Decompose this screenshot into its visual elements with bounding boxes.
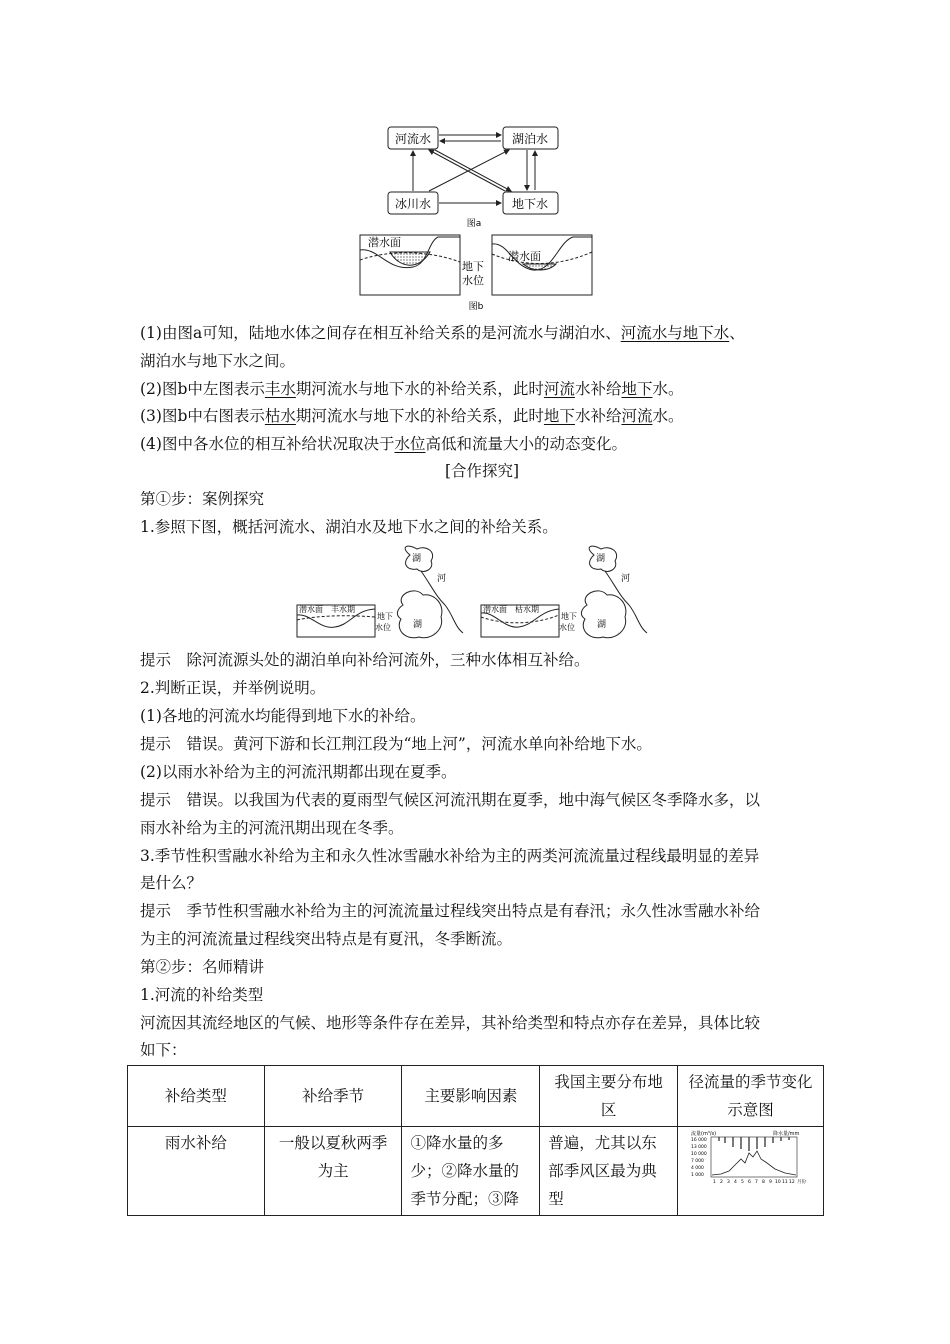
- left-lake-top-label: 湖: [412, 554, 422, 564]
- paragraph-1-line-2: 湖泊水与地下水之间。: [140, 352, 296, 370]
- cell-factors: ①降水量的多少；②降水量的季节分配；③降: [402, 1127, 540, 1216]
- text: 水补给: [574, 407, 622, 425]
- figure-b-diagram: [358, 232, 594, 312]
- right-label: 潜水面: [508, 250, 541, 263]
- question-2: 2.判断正误，并举例说明。: [140, 679, 326, 697]
- node-river-label: 河流水: [394, 132, 432, 146]
- right-fig-label2: 枯水期: [515, 605, 539, 614]
- cell-season: 一般以夏秋两季为主: [264, 1127, 402, 1216]
- lake-figure-left: [297, 546, 463, 638]
- header-chart: 径流量的季节变化示意图: [677, 1066, 823, 1127]
- left-label: 潜水面: [368, 236, 401, 249]
- paragraph-4: [140, 433, 627, 455]
- mini-chart-left-label: 流量(m³/s): [691, 1131, 717, 1137]
- y-tick: 10 000: [691, 1152, 708, 1157]
- runoff-mini-chart: [689, 1129, 811, 1189]
- lake-river-figure: [295, 545, 657, 645]
- y-tick: 7 000: [691, 1159, 705, 1164]
- text: 水补给: [574, 380, 622, 398]
- text: (4)图中各水位的相互补给状况取决于: [140, 435, 395, 453]
- text: 期河流水与地下水的补给关系，此时: [295, 407, 544, 425]
- underlined-answer: 河流: [543, 380, 575, 398]
- text: 水。: [652, 380, 684, 398]
- left-lake-bottom: [397, 591, 442, 638]
- lake-figure-right: [481, 546, 647, 638]
- underlined-answer: 河流: [621, 407, 653, 425]
- question-3-line-1: 3.季节性积雪融水补给为主和永久性冰雪融水补给为主的两类河流流量过程线最明显的差异: [140, 847, 760, 865]
- left-river-label: 河: [437, 574, 447, 584]
- mini-chart-x-ticks: [713, 1178, 806, 1185]
- right-fig-label3: 地下: [561, 612, 577, 621]
- middle-label-1: 地下: [462, 260, 484, 273]
- right-fig-label4: 水位: [559, 623, 575, 632]
- mini-chart-right-label: 降水量/mm: [773, 1131, 800, 1137]
- intro-line-1: 河流因其流经地区的气候、地形等条件存在差异，其补给类型和特点亦存在差异，具体比较: [140, 1014, 761, 1032]
- x-tick: 1: [713, 1180, 717, 1185]
- underlined-answer: 丰水: [264, 380, 296, 398]
- step-2-heading: 第②步：名师精讲: [140, 958, 265, 976]
- x-tick: 9: [769, 1180, 773, 1185]
- header-region: 我国主要分布地区: [540, 1066, 678, 1127]
- left-fig-label2: 丰水期: [331, 605, 355, 614]
- river-supply-table: [127, 1065, 824, 1216]
- x-tick: 4: [734, 1180, 738, 1185]
- node-lake-label: 湖泊水: [511, 132, 549, 146]
- x-tick: 8: [762, 1180, 766, 1185]
- y-tick: 1 000: [691, 1173, 705, 1178]
- underlined-answer: 河流水与地下水: [620, 324, 730, 342]
- subheading-1: 1.河流的补给类型: [140, 986, 264, 1004]
- right-river-label: 河: [621, 574, 631, 584]
- cell-region: 普遍，尤其以东部季风区最为典型: [540, 1127, 678, 1216]
- table-header-row: [128, 1066, 824, 1127]
- left-lake-bottom-label: 湖: [413, 620, 423, 630]
- question-2-1: (1)各地的河流水均能得到地下水的补给。: [140, 707, 426, 725]
- cell-type: 雨水补给: [128, 1127, 265, 1216]
- text: 、: [729, 324, 745, 342]
- step-1-heading: 第①步：案例探究: [140, 490, 265, 508]
- section-title: [合作探究]: [444, 462, 520, 480]
- paragraph-2: [140, 378, 683, 400]
- x-tick: 6: [748, 1180, 752, 1185]
- underlined-answer: 地下: [543, 407, 575, 425]
- left-fig-label4: 水位: [375, 623, 391, 632]
- answer-2-2-line-2: 雨水补给为主的河流汛期出现在冬季。: [140, 819, 404, 837]
- mini-chart-frame: [711, 1137, 797, 1177]
- figure-a-diagram: [385, 122, 563, 230]
- right-lake-top-label: 湖: [596, 554, 606, 564]
- header-type: 补给类型: [128, 1066, 265, 1127]
- x-tick: 7: [755, 1180, 759, 1185]
- y-tick: 13 000: [691, 1145, 708, 1150]
- underlined-answer: 枯水: [264, 407, 296, 425]
- header-factors: 主要影响因素: [402, 1066, 540, 1127]
- answer-3-line-2: 为主的河流流量过程线突出特点是有夏汛，冬季断流。: [140, 930, 513, 948]
- x-tick: 12: [789, 1180, 796, 1185]
- text: (1)由图a可知，陆地水体之间存在相互补给关系的是河流水与湖泊水、: [140, 324, 621, 342]
- answer-2-1: 提示 错误。黄河下游和长江荆江段为“地上河”，河流水单向补给地下水。: [140, 735, 652, 753]
- text: (2)图b中左图表示: [140, 380, 265, 398]
- figure-b-caption: 图b: [468, 302, 484, 312]
- node-ground-label: 地下水: [511, 197, 549, 211]
- question-1: 1.参照下图，概括河流水、湖泊水及地下水之间的补给关系。: [140, 518, 558, 536]
- text: 水。: [652, 407, 684, 425]
- right-lake-bottom-label: 湖: [597, 620, 607, 630]
- cell-chart: [677, 1127, 823, 1216]
- text: 期河流水与地下水的补给关系，此时: [295, 380, 544, 398]
- x-tick: 3: [727, 1180, 731, 1185]
- text: 高低和流量大小的动态变化。: [425, 435, 627, 453]
- question-2-2: (2)以雨水补给为主的河流汛期都出现在夏季。: [140, 763, 457, 781]
- answer-2-2-line-1: 提示 错误。以我国为代表的夏雨型气候区河流汛期在夏季，地中海气候区冬季降水多，以: [140, 791, 761, 809]
- y-tick: 16 000: [691, 1138, 708, 1143]
- question-3-line-2: 是什么？: [140, 874, 203, 892]
- right-lake-bottom: [581, 591, 626, 638]
- header-season: 补给季节: [264, 1066, 402, 1127]
- x-tick: 5: [741, 1180, 745, 1185]
- answer-1: 提示 除河流源头处的湖泊单向补给河流外，三种水体相互补给。: [140, 651, 590, 669]
- x-tick: 2: [720, 1180, 724, 1185]
- paragraph-3: [140, 405, 683, 427]
- paragraph-1-line-1: [140, 322, 745, 344]
- middle-label-2: 水位: [462, 274, 484, 287]
- y-tick: 4 000: [691, 1166, 705, 1171]
- node-glacier-label: 冰川水: [394, 197, 432, 211]
- right-fig-label1: 潜水面: [483, 605, 507, 614]
- left-fig-label1: 潜水面: [299, 605, 323, 614]
- mini-chart-y-ticks: [691, 1137, 707, 1178]
- intro-line-2: 如下：: [140, 1041, 187, 1059]
- left-fig-label3: 地下: [377, 612, 393, 621]
- underlined-answer: 水位: [394, 435, 426, 453]
- arrow-river-ground: [435, 150, 511, 191]
- x-tick: 10: [775, 1180, 782, 1185]
- figure-a-caption: 图a: [466, 219, 482, 229]
- x-tick: 11: [782, 1180, 789, 1185]
- x-unit: 月份: [797, 1180, 807, 1185]
- table-row: [128, 1127, 824, 1216]
- text: (3)图b中右图表示: [140, 407, 265, 425]
- underlined-answer: 地下: [621, 380, 653, 398]
- answer-3-line-1: 提示 季节性积雪融水补给为主的河流流量过程线突出特点是有春汛；永久性冰雪融水补给: [140, 902, 761, 920]
